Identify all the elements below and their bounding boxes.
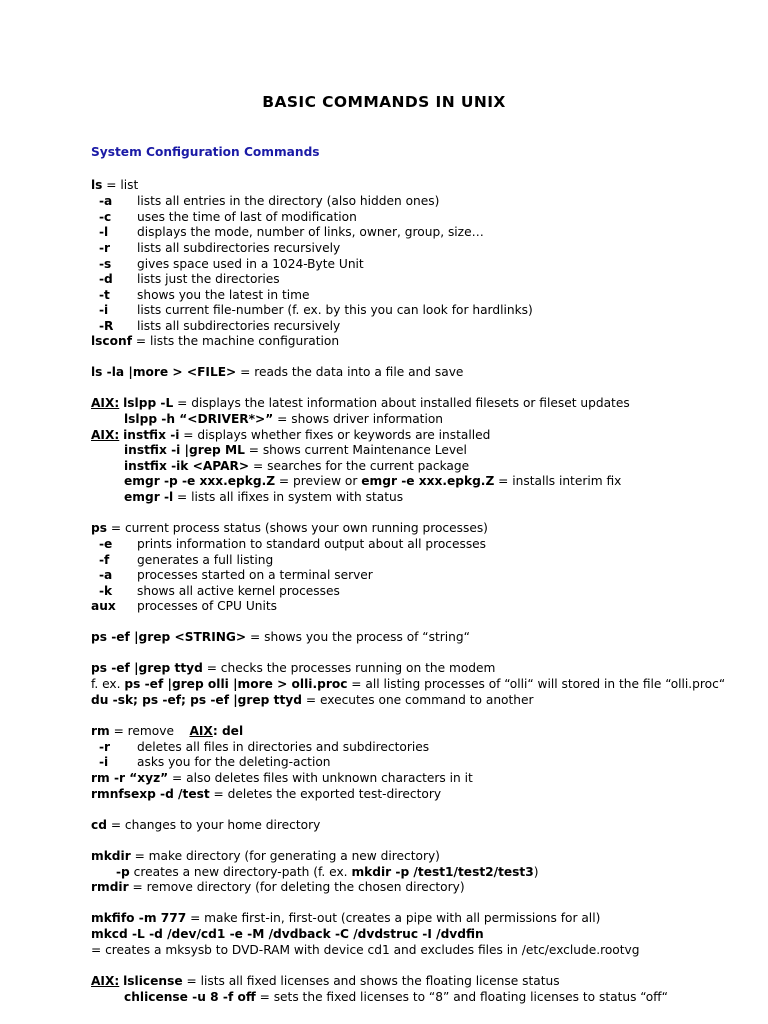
option-flag: -R <box>99 319 114 333</box>
option-flag: -d <box>99 272 113 286</box>
option-flag: -i <box>99 303 109 317</box>
option-flag: -c <box>99 210 112 224</box>
description: = preview or <box>275 474 362 488</box>
example-line <box>91 676 725 692</box>
command: emgr -l <box>124 490 174 504</box>
description: = displays the latest information about installed filesets or fileset updates <box>173 396 630 410</box>
command: emgr -e xxx.epkg.Z <box>361 474 495 488</box>
option-desc: processes started on a terminal server <box>137 568 373 582</box>
description: = shows you the process of “string“ <box>246 630 470 644</box>
description: = also deletes files with unknown characters in it <box>168 771 473 785</box>
option-desc: lists current file-number (f. ex. by this you can look for hardlinks) <box>137 303 533 317</box>
chlicense-line <box>124 989 668 1005</box>
option-desc: lists all entries in the directory (also hidden ones) <box>137 194 440 208</box>
description: = searches for the current package <box>249 459 470 473</box>
aix-label: AIX <box>189 724 213 738</box>
option-flag: -r <box>99 740 111 754</box>
description: = sets the fixed licenses to “8” and floating licenses to status “off“ <box>255 990 668 1004</box>
description: = lists the machine configuration <box>132 334 340 348</box>
command: ps -ef |grep olli |more > olli.proc <box>124 677 348 691</box>
example-prefix: f. ex. <box>91 677 125 691</box>
option-flag: -s <box>99 257 112 271</box>
description: = make first-in, first-out (creates a pipe with all permissions for all) <box>186 911 601 925</box>
command: rmnfsexp -d /test <box>91 787 210 801</box>
option-flag: -l <box>99 225 109 239</box>
command: ps <box>91 521 107 535</box>
rm-xyz-line <box>91 770 473 786</box>
option-flag: aux <box>91 599 116 613</box>
instfix-ml-line <box>124 442 467 458</box>
aix-instfix-line <box>91 427 490 443</box>
ls-line <box>91 177 138 193</box>
description: creates a new directory-path (f. ex. <box>129 865 352 879</box>
ps-line <box>91 520 488 536</box>
mkcd-desc-line <box>91 942 640 958</box>
option-desc: gives space used in a 1024-Byte Unit <box>137 257 364 271</box>
option-flag: -r <box>99 241 111 255</box>
mkfifo-line <box>91 910 600 926</box>
option-desc: lists just the directories <box>137 272 280 286</box>
command: lsconf <box>91 334 133 348</box>
option-desc: deletes all files in directories and subdirectories <box>137 740 430 754</box>
command: lslpp -h “<DRIVER*>” <box>124 412 274 426</box>
option-flag: -a <box>99 568 113 582</box>
description: ) <box>533 865 539 879</box>
option-flag: -k <box>99 584 113 598</box>
description: = remove <box>109 724 174 738</box>
option-desc: generates a full listing <box>137 553 274 567</box>
option-flag: -a <box>99 194 113 208</box>
instfix-ik-line <box>124 458 469 474</box>
option-flag: -i <box>99 755 109 769</box>
page-title: BASIC COMMANDS IN UNIX <box>262 93 506 111</box>
mkdir-line <box>91 848 440 864</box>
command: mkfifo -m 777 <box>91 911 187 925</box>
option-desc: asks you for the deleting-action <box>137 755 331 769</box>
command: instfix -ik <APAR> <box>124 459 250 473</box>
ps-ttyd-line <box>91 660 495 676</box>
command: ps -ef |grep ttyd <box>91 661 203 675</box>
option-desc: lists all subdirectories recursively <box>137 319 341 333</box>
description: = lists all fixed licenses and shows the floating license status <box>182 974 560 988</box>
option-desc: shows you the latest in time <box>137 288 310 302</box>
lslpp-h-line <box>124 411 443 427</box>
rmnfsexp-line <box>91 786 441 802</box>
description: = deletes the exported test-directory <box>209 787 442 801</box>
command: lslicense <box>123 974 183 988</box>
emgr-l-line <box>124 489 403 505</box>
option-desc: prints information to standard output about all processes <box>137 537 487 551</box>
description: = installs interim fix <box>494 474 622 488</box>
description: = reads the data into a file and save <box>236 365 464 379</box>
option-desc: displays the mode, number of links, owner, group, size… <box>137 225 484 239</box>
option-desc: shows all active kernel processes <box>137 584 340 598</box>
aix-label: AIX: <box>91 428 120 442</box>
description: = changes to your home directory <box>106 818 321 832</box>
aix-lslpp-line <box>91 395 630 411</box>
description: = executes one command to another <box>301 693 534 707</box>
option-flag: -f <box>99 553 110 567</box>
description: = current process status (shows your own running processes) <box>106 521 488 535</box>
rm-line <box>91 723 243 739</box>
description: = shows current Maintenance Level <box>244 443 467 457</box>
ps-grep-line <box>91 629 470 645</box>
option-flag: -t <box>99 288 110 302</box>
aix-label: AIX: <box>91 396 120 410</box>
description: = lists all ifixes in system with status <box>173 490 404 504</box>
command: ls <box>91 178 103 192</box>
command: mkdir -p /test1/test2/test3 <box>351 865 534 879</box>
description: = all listing processes of “olli“ will stored in the file “olli.proc“ <box>347 677 726 691</box>
command: ps -ef |grep <STRING> <box>91 630 247 644</box>
du-line <box>91 692 534 708</box>
mkdir-p-line <box>116 864 539 880</box>
aix-label: AIX: <box>91 974 120 988</box>
command: cd <box>91 818 107 832</box>
option-desc: lists all subdirectories recursively <box>137 241 341 255</box>
command: mkcd -L -d /dev/cd1 -e -M /dvdback -C /dvdstruc -I /dvdfin <box>91 927 484 941</box>
mkcd-line <box>91 926 484 942</box>
command: mkdir <box>91 849 131 863</box>
command: lslpp -L <box>123 396 174 410</box>
option-desc: uses the time of last of modification <box>137 210 357 224</box>
description: = checks the processes running on the modem <box>202 661 496 675</box>
description: = creates a mksysb to DVD-RAM with device cd1 and excludes files in /etc/exclude.rootvg <box>91 943 640 957</box>
command: : del <box>212 724 244 738</box>
command: rm -r “xyz” <box>91 771 169 785</box>
command: rmdir <box>91 880 129 894</box>
command: du -sk; ps -ef; ps -ef |grep ttyd <box>91 693 302 707</box>
description: = make directory (for generating a new directory) <box>130 849 440 863</box>
aix-lslicense-line <box>91 973 560 989</box>
description: = shows driver information <box>273 412 444 426</box>
section-title: System Configuration Commands <box>91 145 320 159</box>
description: = remove directory (for deleting the chosen directory) <box>128 880 465 894</box>
command: instfix -i |grep ML <box>124 443 245 457</box>
rmdir-line <box>91 879 465 895</box>
command: instfix -i <box>123 428 180 442</box>
command: ls -la |more > <FILE> <box>91 365 237 379</box>
cd-line <box>91 817 320 833</box>
ls-la-line <box>91 364 463 380</box>
command: chlicense -u 8 -f off <box>124 990 256 1004</box>
command: emgr -p -e xxx.epkg.Z <box>124 474 276 488</box>
emgr-line <box>124 473 621 489</box>
description: = list <box>102 178 139 192</box>
command: rm <box>91 724 110 738</box>
option-desc: processes of CPU Units <box>137 599 277 613</box>
option-flag: -e <box>99 537 113 551</box>
lsconf-line <box>91 333 339 349</box>
description: = displays whether fixes or keywords are installed <box>179 428 491 442</box>
option-flag: -p <box>116 865 130 879</box>
